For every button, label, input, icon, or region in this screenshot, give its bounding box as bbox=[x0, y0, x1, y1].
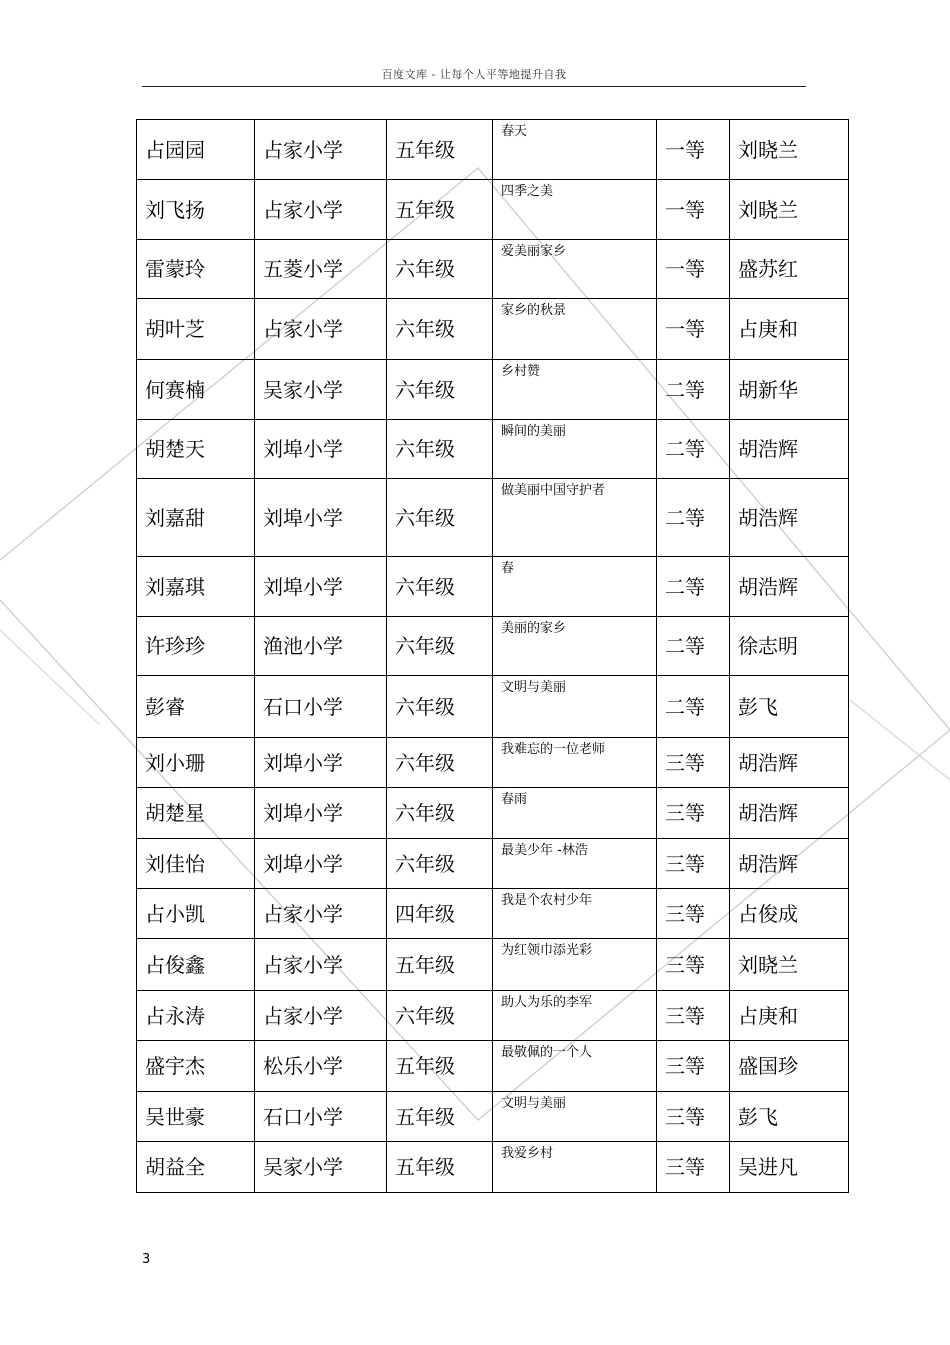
teacher-cell: 胡浩辉 bbox=[730, 738, 849, 788]
page-number: 3 bbox=[142, 1252, 151, 1267]
table-row bbox=[137, 788, 849, 839]
school-cell: 占家小学 bbox=[255, 939, 387, 991]
student-name-cell: 盛宇杰 bbox=[137, 1041, 255, 1092]
grade-cell: 五年级 bbox=[387, 1092, 493, 1142]
grade-cell: 六年级 bbox=[387, 676, 493, 738]
grade-cell: 六年级 bbox=[387, 788, 493, 839]
award-level-cell: 一等 bbox=[657, 180, 730, 240]
student-name-cell: 刘小珊 bbox=[137, 738, 255, 788]
student-name-cell: 占永涛 bbox=[137, 991, 255, 1041]
teacher-cell: 盛国珍 bbox=[730, 1041, 849, 1092]
school-cell: 占家小学 bbox=[255, 299, 387, 360]
teacher-cell: 占俊成 bbox=[730, 889, 849, 939]
table-row bbox=[137, 939, 849, 991]
school-cell: 吴家小学 bbox=[255, 1142, 387, 1193]
table-row bbox=[137, 479, 849, 557]
school-cell: 松乐小学 bbox=[255, 1041, 387, 1092]
award-level-cell: 二等 bbox=[657, 676, 730, 738]
essay-title-cell: 爱美丽家乡 bbox=[493, 240, 657, 299]
awards-table bbox=[136, 119, 849, 1193]
grade-cell: 六年级 bbox=[387, 839, 493, 889]
grade-cell: 六年级 bbox=[387, 617, 493, 676]
school-cell: 刘埠小学 bbox=[255, 788, 387, 839]
award-level-cell: 三等 bbox=[657, 889, 730, 939]
essay-title-cell: 我是个农村少年 bbox=[493, 889, 657, 939]
student-name-cell: 吴世豪 bbox=[137, 1092, 255, 1142]
essay-title-cell: 春 bbox=[493, 557, 657, 617]
student-name-cell: 占园园 bbox=[137, 120, 255, 180]
school-cell: 渔池小学 bbox=[255, 617, 387, 676]
grade-cell: 六年级 bbox=[387, 557, 493, 617]
essay-title-cell: 我爱乡村 bbox=[493, 1142, 657, 1193]
student-name-cell: 刘嘉琪 bbox=[137, 557, 255, 617]
table-row bbox=[137, 420, 849, 479]
grade-cell: 五年级 bbox=[387, 1142, 493, 1193]
table-row bbox=[137, 738, 849, 788]
award-level-cell: 三等 bbox=[657, 939, 730, 991]
school-cell: 占家小学 bbox=[255, 180, 387, 240]
grade-cell: 五年级 bbox=[387, 120, 493, 180]
award-level-cell: 二等 bbox=[657, 617, 730, 676]
essay-title-cell: 四季之美 bbox=[493, 180, 657, 240]
essay-title-cell: 最敬佩的一个人 bbox=[493, 1041, 657, 1092]
grade-cell: 六年级 bbox=[387, 991, 493, 1041]
award-level-cell: 三等 bbox=[657, 1041, 730, 1092]
table-row bbox=[137, 299, 849, 360]
essay-title-cell: 春天 bbox=[493, 120, 657, 180]
grade-cell: 六年级 bbox=[387, 360, 493, 420]
student-name-cell: 胡楚星 bbox=[137, 788, 255, 839]
award-level-cell: 一等 bbox=[657, 240, 730, 299]
page-header: 百度文库 - 让每个人平等地提升自我 bbox=[381, 68, 567, 81]
school-cell: 石口小学 bbox=[255, 1092, 387, 1142]
school-cell: 刘埠小学 bbox=[255, 839, 387, 889]
essay-title-cell: 春雨 bbox=[493, 788, 657, 839]
student-name-cell: 彭睿 bbox=[137, 676, 255, 738]
award-level-cell: 二等 bbox=[657, 420, 730, 479]
table-row bbox=[137, 180, 849, 240]
grade-cell: 四年级 bbox=[387, 889, 493, 939]
teacher-cell: 胡浩辉 bbox=[730, 479, 849, 557]
table-row bbox=[137, 1142, 849, 1193]
table-row bbox=[137, 120, 849, 180]
teacher-cell: 彭飞 bbox=[730, 676, 849, 738]
awards-table-body bbox=[137, 120, 849, 1193]
teacher-cell: 刘晓兰 bbox=[730, 939, 849, 991]
school-cell: 石口小学 bbox=[255, 676, 387, 738]
student-name-cell: 刘嘉甜 bbox=[137, 479, 255, 557]
teacher-cell: 彭飞 bbox=[730, 1092, 849, 1142]
grade-cell: 六年级 bbox=[387, 299, 493, 360]
school-cell: 占家小学 bbox=[255, 889, 387, 939]
award-level-cell: 三等 bbox=[657, 738, 730, 788]
essay-title-cell: 美丽的家乡 bbox=[493, 617, 657, 676]
essay-title-cell: 乡村赞 bbox=[493, 360, 657, 420]
student-name-cell: 许珍珍 bbox=[137, 617, 255, 676]
award-level-cell: 三等 bbox=[657, 839, 730, 889]
school-cell: 刘埠小学 bbox=[255, 479, 387, 557]
essay-title-cell: 为红领巾添光彩 bbox=[493, 939, 657, 991]
teacher-cell: 刘晓兰 bbox=[730, 120, 849, 180]
school-cell: 占家小学 bbox=[255, 120, 387, 180]
award-level-cell: 三等 bbox=[657, 1142, 730, 1193]
table-row bbox=[137, 617, 849, 676]
school-cell: 刘埠小学 bbox=[255, 557, 387, 617]
school-cell: 吴家小学 bbox=[255, 360, 387, 420]
teacher-cell: 吴进凡 bbox=[730, 1142, 849, 1193]
grade-cell: 六年级 bbox=[387, 420, 493, 479]
student-name-cell: 占小凯 bbox=[137, 889, 255, 939]
teacher-cell: 胡浩辉 bbox=[730, 557, 849, 617]
student-name-cell: 占俊鑫 bbox=[137, 939, 255, 991]
grade-cell: 五年级 bbox=[387, 1041, 493, 1092]
essay-title-cell: 助人为乐的李军 bbox=[493, 991, 657, 1041]
teacher-cell: 胡浩辉 bbox=[730, 788, 849, 839]
award-level-cell: 三等 bbox=[657, 1092, 730, 1142]
grade-cell: 六年级 bbox=[387, 479, 493, 557]
teacher-cell: 占庚和 bbox=[730, 299, 849, 360]
table-row bbox=[137, 991, 849, 1041]
table-row bbox=[137, 676, 849, 738]
teacher-cell: 胡新华 bbox=[730, 360, 849, 420]
student-name-cell: 刘飞扬 bbox=[137, 180, 255, 240]
grade-cell: 五年级 bbox=[387, 180, 493, 240]
essay-title-cell: 文明与美丽 bbox=[493, 1092, 657, 1142]
school-cell: 刘埠小学 bbox=[255, 420, 387, 479]
teacher-cell: 占庚和 bbox=[730, 991, 849, 1041]
student-name-cell: 胡楚天 bbox=[137, 420, 255, 479]
essay-title-cell: 我难忘的一位老师 bbox=[493, 738, 657, 788]
table-row bbox=[137, 360, 849, 420]
header-divider bbox=[142, 86, 806, 87]
award-level-cell: 二等 bbox=[657, 479, 730, 557]
student-name-cell: 刘佳怡 bbox=[137, 839, 255, 889]
student-name-cell: 胡益全 bbox=[137, 1142, 255, 1193]
grade-cell: 五年级 bbox=[387, 939, 493, 991]
table-row bbox=[137, 889, 849, 939]
teacher-cell: 胡浩辉 bbox=[730, 839, 849, 889]
table-row bbox=[137, 1092, 849, 1142]
teacher-cell: 徐志明 bbox=[730, 617, 849, 676]
award-level-cell: 三等 bbox=[657, 788, 730, 839]
table-row bbox=[137, 240, 849, 299]
teacher-cell: 盛苏红 bbox=[730, 240, 849, 299]
table-row bbox=[137, 839, 849, 889]
essay-title-cell: 最美少年 -林浩 bbox=[493, 839, 657, 889]
teacher-cell: 刘晓兰 bbox=[730, 180, 849, 240]
grade-cell: 六年级 bbox=[387, 738, 493, 788]
award-level-cell: 一等 bbox=[657, 299, 730, 360]
table-row bbox=[137, 1041, 849, 1092]
school-cell: 五菱小学 bbox=[255, 240, 387, 299]
school-cell: 占家小学 bbox=[255, 991, 387, 1041]
essay-title-cell: 瞬间的美丽 bbox=[493, 420, 657, 479]
table-row bbox=[137, 557, 849, 617]
award-level-cell: 二等 bbox=[657, 360, 730, 420]
award-level-cell: 一等 bbox=[657, 120, 730, 180]
award-level-cell: 二等 bbox=[657, 557, 730, 617]
grade-cell: 六年级 bbox=[387, 240, 493, 299]
student-name-cell: 何赛楠 bbox=[137, 360, 255, 420]
essay-title-cell: 做美丽中国守护者 bbox=[493, 479, 657, 557]
student-name-cell: 雷蒙玲 bbox=[137, 240, 255, 299]
essay-title-cell: 文明与美丽 bbox=[493, 676, 657, 738]
student-name-cell: 胡叶芝 bbox=[137, 299, 255, 360]
teacher-cell: 胡浩辉 bbox=[730, 420, 849, 479]
essay-title-cell: 家乡的秋景 bbox=[493, 299, 657, 360]
award-level-cell: 三等 bbox=[657, 991, 730, 1041]
school-cell: 刘埠小学 bbox=[255, 738, 387, 788]
